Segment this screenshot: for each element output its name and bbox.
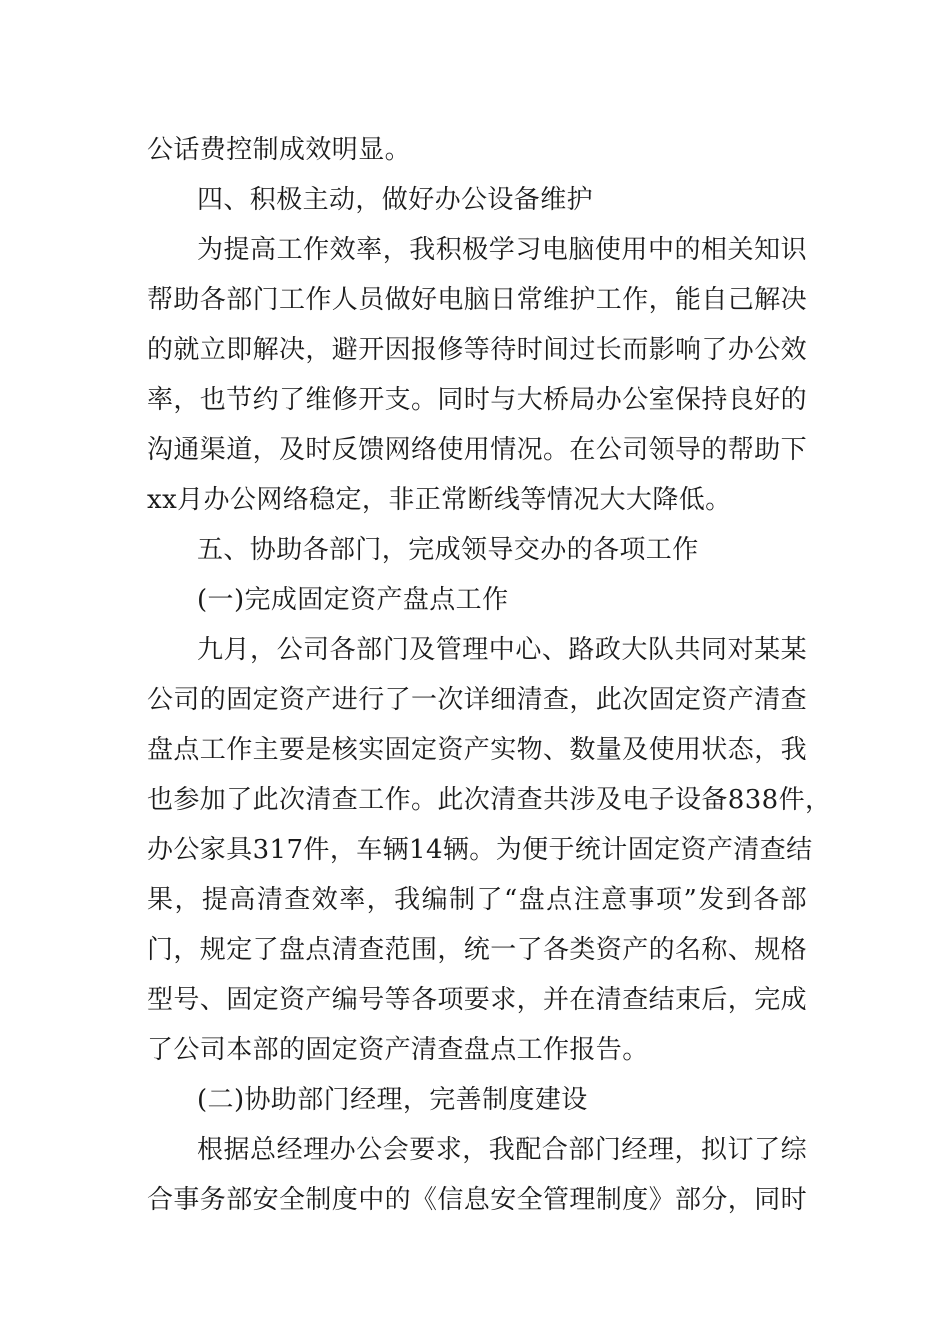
paragraph-line: xx月办公网络稳定，非正常断线等情况大大降低。: [147, 485, 732, 515]
subsection-heading: (一)完成固定资产盘点工作: [197, 585, 509, 615]
paragraph-line: 果，提高清查效率，我编制了“盘点注意事项”发到各部: [147, 885, 807, 915]
section-heading: 四、积极主动，做好办公设备维护: [197, 185, 594, 215]
paragraph-line: 门，规定了盘点清查范围，统一了各类资产的名称、规格: [147, 935, 808, 965]
paragraph-line: 办公家具317件，车辆14辆。为便于统计固定资产清查结: [147, 835, 813, 865]
paragraph-line: 公话费控制成效明显。: [147, 135, 412, 165]
paragraph-line: 公司的固定资产进行了一次详细清查，此次固定资产清查: [147, 685, 808, 715]
paragraph-line: 盘点工作主要是核实固定资产实物、数量及使用状态，我: [147, 735, 808, 765]
paragraph-line: 帮助各部门工作人员做好电脑日常维护工作，能自己解决: [147, 285, 808, 315]
paragraph-line: 也参加了此次清查工作。此次清查共涉及电子设备838件，: [147, 785, 832, 815]
paragraph-line: 九月，公司各部门及管理中心、路政大队共同对某某: [197, 635, 807, 665]
paragraph-line: 为提高工作效率，我积极学习电脑使用中的相关知识: [197, 235, 807, 265]
paragraph-line: 合事务部安全制度中的《信息安全管理制度》部分，同时: [147, 1185, 808, 1215]
section-heading: 五、协助各部门，完成领导交办的各项工作: [197, 535, 699, 565]
paragraph-line: 根据总经理办公会要求，我配合部门经理，拟订了综: [197, 1135, 807, 1165]
paragraph-line: 率，也节约了维修开支。同时与大桥局办公室保持良好的: [147, 385, 808, 415]
paragraph-line: 了公司本部的固定资产清查盘点工作报告。: [147, 1035, 649, 1065]
paragraph-line: 沟通渠道，及时反馈网络使用情况。在公司领导的帮助下: [147, 435, 808, 465]
paragraph-line: 的就立即解决，避开因报修等待时间过长而影响了办公效: [147, 335, 808, 365]
paragraph-line: 型号、固定资产编号等各项要求，并在清查结束后，完成: [147, 985, 808, 1015]
subsection-heading: (二)协助部门经理，完善制度建设: [197, 1085, 588, 1115]
